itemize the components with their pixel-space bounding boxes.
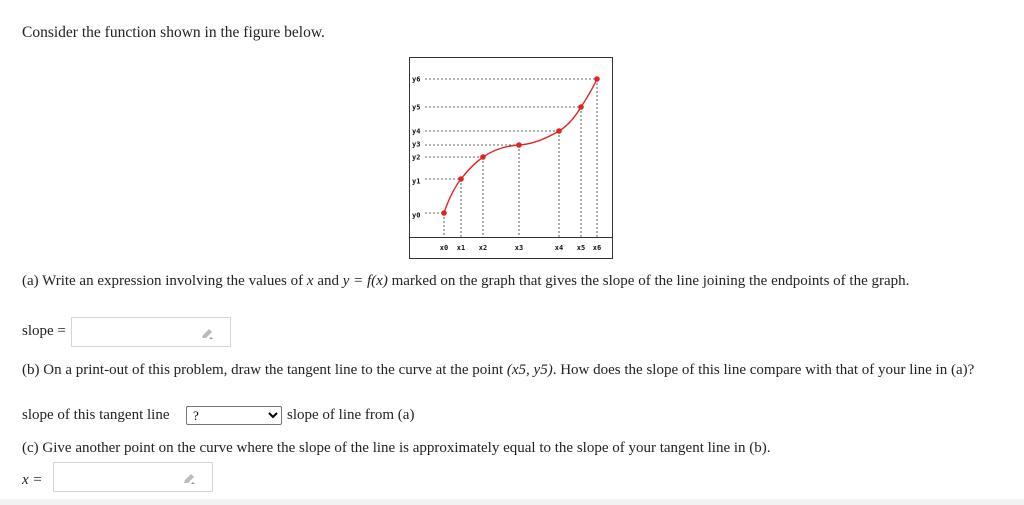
curve-point (556, 128, 562, 134)
y-tick-label: y4 (412, 127, 421, 136)
graph-frame (410, 58, 613, 259)
y-tick-label: y6 (412, 75, 421, 84)
y-tick-label: y5 (412, 103, 421, 112)
problem-intro: Consider the function shown in the figure below. (22, 24, 325, 41)
x-tick-label: x2 (478, 244, 488, 252)
part-a-question: (a) Write an expression involving the values of x and y = f(x) marked on the graph that gives the slope of the line joining the endpoints of the graph. (22, 273, 910, 289)
curve-point (458, 176, 464, 182)
x-input[interactable] (53, 462, 213, 492)
x-tick-label: x0 (439, 244, 449, 252)
function-graph (409, 57, 613, 259)
y-tick-label: y0 (412, 211, 421, 220)
comparison-suffix: slope of line from (a) (287, 407, 415, 423)
y-tick-label: y1 (412, 177, 421, 186)
bottom-bar (0, 499, 1024, 505)
x-tick-label: x1 (456, 244, 466, 252)
part-c-letter: (c) (22, 440, 39, 456)
y-tick-label: y2 (412, 153, 421, 162)
part-c-question: (c) Give another point on the curve where the slope of the line is approximately equal to the slope of your tangent line in (b). (22, 440, 771, 456)
y-tick-label: y3 (412, 140, 421, 149)
curve-point (480, 154, 486, 160)
curve-point (441, 210, 447, 216)
tangent-slope-label: slope of this tangent line (22, 407, 170, 423)
slope-label: slope = (22, 323, 66, 339)
x-tick-label: x5 (576, 244, 586, 252)
part-b-letter: (b) (22, 362, 40, 378)
part-b-question: (b) On a print-out of this problem, draw the tangent line to the curve at the point (x5, y5). How does the slope of this line compare with that of your line in (a)? (22, 362, 975, 378)
curve-point (516, 142, 522, 148)
part-a-letter: (a) (22, 273, 39, 289)
pencil-icon[interactable] (182, 472, 196, 486)
curve-point (578, 104, 584, 110)
x-tick-label: x4 (554, 244, 564, 252)
x-tick-label: x3 (514, 244, 524, 252)
pencil-icon[interactable] (200, 327, 214, 341)
slope-input[interactable] (71, 317, 231, 347)
comparison-select[interactable] (186, 406, 282, 425)
x-label: x = (22, 472, 43, 488)
curve-point (594, 76, 600, 82)
x-tick-label: x6 (592, 244, 602, 252)
